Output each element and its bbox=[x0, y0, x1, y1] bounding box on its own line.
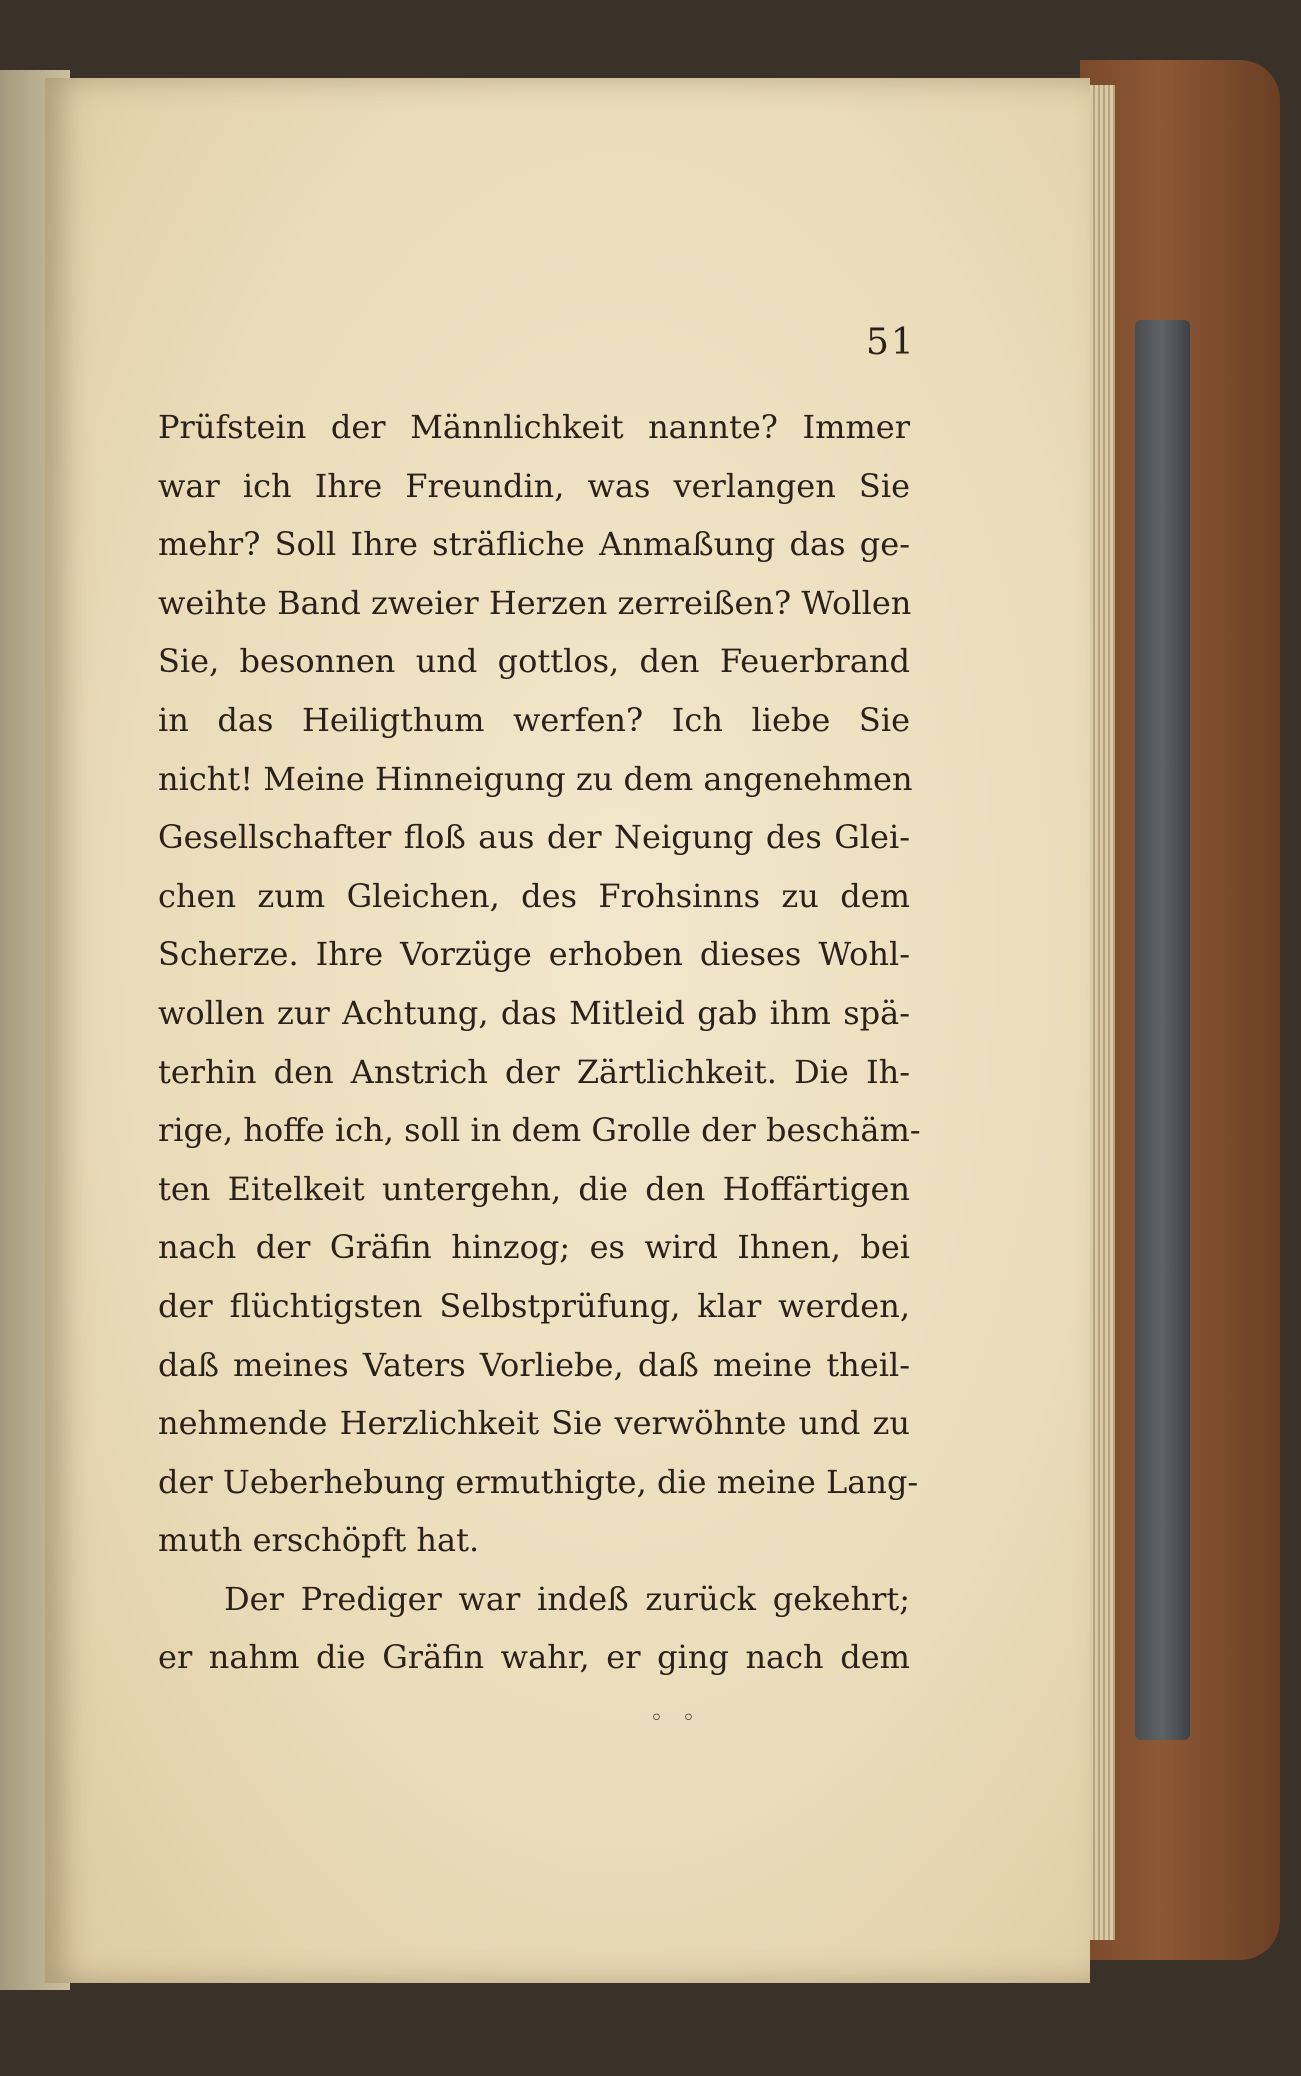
text-line: Sie, besonnen und gottlos, den Feuerbrand bbox=[158, 642, 910, 681]
text-line: chen zum Gleichen, des Frohsinns zu dem bbox=[158, 876, 910, 915]
text-line: wollen zur Achtung, das Mitleid gab ihm spä- bbox=[158, 993, 910, 1032]
text-line: daß meines Vaters Vorliebe, daß meine theil- bbox=[158, 1345, 910, 1384]
page-number: 51 bbox=[866, 322, 916, 363]
text-line: er nahm die Gräfin wahr, er ging nach dem bbox=[158, 1638, 910, 1677]
text-line: Prüfstein der Männlichkeit nannte? Immer bbox=[158, 408, 910, 446]
text-line: Gesellschafter floß aus der Neigung des Glei- bbox=[158, 818, 910, 857]
text-line: in das Heiligthum werfen? Ich liebe Sie bbox=[158, 700, 910, 739]
catchword-ornament: ◦ ◦ bbox=[650, 1706, 701, 1731]
text-line: der Ueberhebung ermuthigte, die meine Lang- bbox=[158, 1462, 919, 1501]
body-text bbox=[158, 398, 921, 1687]
text-line: der flüchtigsten Selbstprüfung, klar werden, bbox=[158, 1286, 910, 1325]
text-line: mehr? Soll Ihre sträfliche Anmaßung das ge- bbox=[158, 525, 910, 564]
text-line: war ich Ihre Freundin, was verlangen Sie bbox=[158, 466, 910, 505]
text-line: weihte Band zweier Herzen zerreißen? Wollen bbox=[158, 583, 912, 622]
text-line: rige, hoffe ich, soll in dem Grolle der beschäm- bbox=[158, 1111, 921, 1150]
paragraph-start-line: Der Prediger war indeß zurück gekehrt; bbox=[224, 1579, 910, 1618]
text-line: terhin den Anstrich der Zärtlichkeit. Die Ih- bbox=[158, 1052, 910, 1091]
text-line: nehmende Herzlichkeit Sie verwöhnte und zu bbox=[158, 1404, 910, 1443]
text-line: ten Eitelkeit untergehn, die den Hoffärtigen bbox=[158, 1169, 910, 1208]
text-line: nach der Gräfin hinzog; es wird Ihnen, bei bbox=[158, 1228, 910, 1267]
text-line: Scherze. Ihre Vorzüge erhoben dieses Wohl- bbox=[158, 935, 910, 974]
cover-cloth bbox=[1135, 320, 1190, 1740]
text-line: muth erschöpft hat. bbox=[158, 1521, 480, 1560]
text-line: nicht! Meine Hinneigung zu dem angenehmen bbox=[158, 759, 913, 798]
